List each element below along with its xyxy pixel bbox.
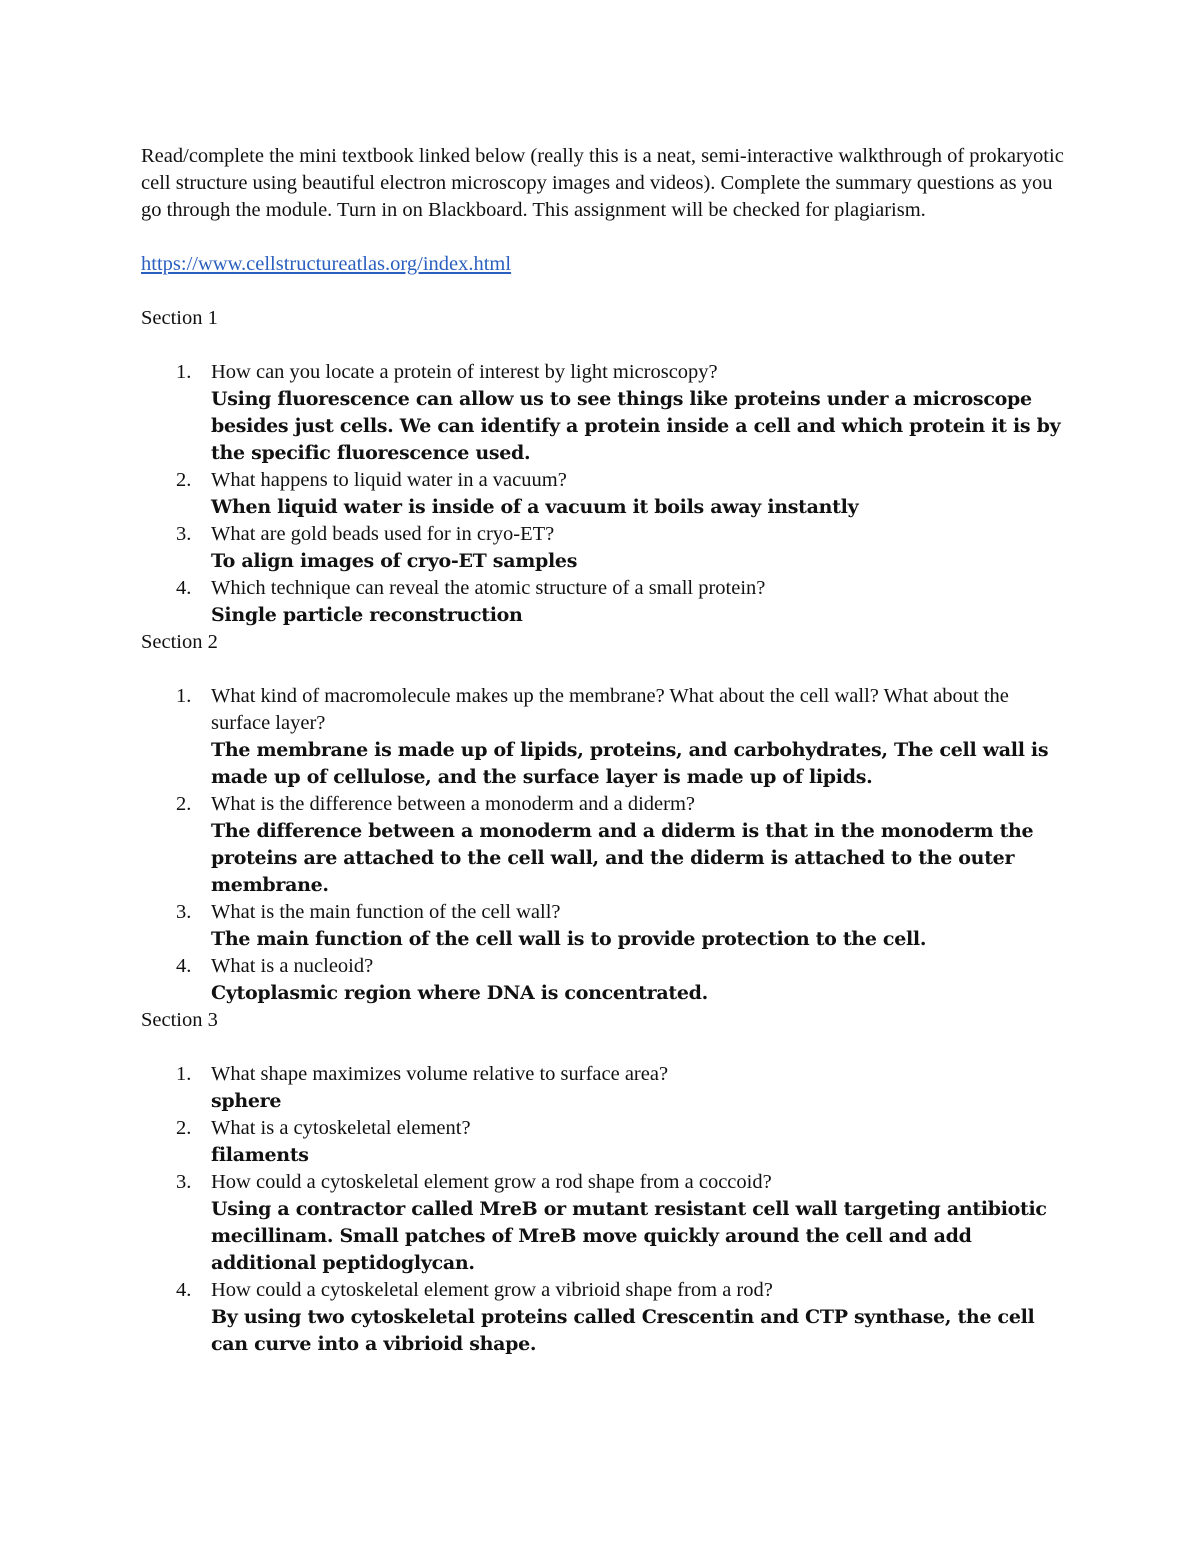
item-number: 2. [176,793,192,815]
list-item [141,575,1071,629]
answer-text: Cytoplasmic region where DNA is concentrated. [211,982,708,1004]
list-item [141,359,1071,467]
list-item [141,1115,1071,1169]
section-heading: Section 2 [141,631,218,653]
section-2 [141,629,1071,1007]
question-text: How could a cytoskeletal element grow a rod shape from a coccoid? [211,1171,772,1193]
question-list [141,683,1071,1007]
link-paragraph [141,251,1071,278]
question-text: What is the main function of the cell wall? [211,901,561,923]
question-text: What is the difference between a monoderm and a diderm? [211,793,696,815]
answer-text: Single particle reconstruction [211,604,523,626]
question-text: How could a cytoskeletal element grow a vibrioid shape from a rod? [211,1279,773,1301]
list-item [141,953,1071,1007]
item-number: 4. [176,577,192,599]
list-item [141,467,1071,521]
item-number: 3. [176,523,192,545]
question-text: Which technique can reveal the atomic structure of a small protein? [211,577,766,599]
question-text: What are gold beads used for in cryo-ET? [211,523,555,545]
intro-paragraph: Read/complete the mini textbook linked below (really this is a neat, semi-interactive walkthrough of prokaryotic cell structure using beautiful electron microscopy images and videos). Complete the summary questions as you go through the module. Turn in on Blackboard. This assignment will be checked for plagiarism. [141,145,1064,221]
answer-text: To align images of cryo-ET samples [211,550,578,572]
question-list [141,359,1071,629]
item-number: 4. [176,955,192,977]
answer-text: By using two cytoskeletal proteins called Crescentin and CTP synthase, the cell can curve into a vibrioid shape. [211,1306,1035,1355]
item-number: 2. [176,1117,192,1139]
list-item [141,683,1071,791]
question-list [141,1061,1071,1358]
list-item [141,1277,1071,1358]
question-text: How can you locate a protein of interest by light microscopy? [211,361,718,383]
answer-text: sphere [211,1090,282,1112]
question-text: What kind of macromolecule makes up the membrane? What about the cell wall? What about the surface layer? [211,685,1009,734]
answer-text: Using a contractor called MreB or mutant resistant cell wall targeting antibiotic mecillinam. Small patches of MreB move quickly around the cell and add additional peptidoglycan. [211,1198,1047,1274]
item-number: 3. [176,1171,192,1193]
item-number: 4. [176,1279,192,1301]
list-item [141,1169,1071,1277]
section-1 [141,305,1071,629]
question-text: What happens to liquid water in a vacuum? [211,469,567,491]
section-heading: Section 3 [141,1009,218,1031]
item-number: 1. [176,685,192,707]
section-heading: Section 1 [141,307,218,329]
item-number: 1. [176,1063,192,1085]
question-text: What shape maximizes volume relative to surface area? [211,1063,669,1085]
list-item [141,1061,1071,1115]
answer-text: When liquid water is inside of a vacuum it boils away instantly [211,496,859,518]
item-number: 2. [176,469,192,491]
answer-text: The difference between a monoderm and a diderm is that in the monoderm the proteins are attached to the cell wall, and the diderm is attached to the outer membrane. [211,820,1034,896]
list-item [141,899,1071,953]
question-text: What is a nucleoid? [211,955,374,977]
answer-text: The membrane is made up of lipids, proteins, and carbohydrates, The cell wall is made up of cellulose, and the surface layer is made up of lipids. [211,739,1049,788]
list-item [141,521,1071,575]
answer-text: Using fluorescence can allow us to see things like proteins under a microscope besides just cells. We can identify a protein inside a cell and which protein it is by the specific fluorescence used. [211,388,1061,464]
question-text: What is a cytoskeletal element? [211,1117,471,1139]
item-number: 3. [176,901,192,923]
section-3 [141,1007,1071,1358]
answer-text: The main function of the cell wall is to provide protection to the cell. [211,928,927,950]
list-item [141,791,1071,899]
document-page [141,143,1071,1358]
answer-text: filaments [211,1144,309,1166]
item-number: 1. [176,361,192,383]
cell-structure-atlas-link[interactable]: https://www.cellstructureatlas.org/index.html [141,253,512,275]
